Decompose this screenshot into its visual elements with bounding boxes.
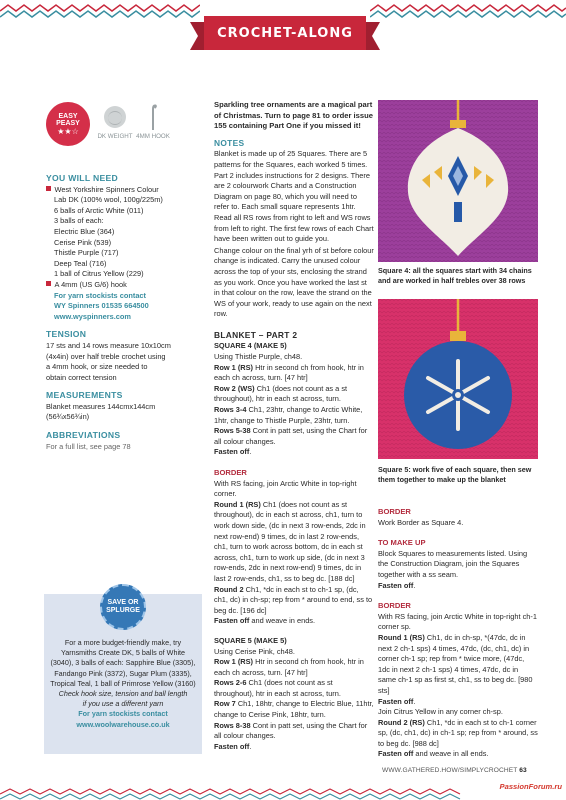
- blanket-border-heading: BORDER: [378, 601, 411, 611]
- photo-caption-square5: Square 5: work five of each square, then sew them together to make up the blanket: [378, 465, 532, 484]
- splurge-badge-line2: SPLURGE: [106, 607, 140, 614]
- round-text: Ch1, *dc in each st to ch-1 corner sp, (dc, ch1, dc) in ch-1 sp; rep from * around, ss to beg dc. [988 dc]: [378, 717, 538, 748]
- you-will-need-heading: YOU WILL NEED: [46, 173, 119, 183]
- round-label: Round 2: [214, 584, 244, 594]
- row-label: Row 1 (RS): [214, 657, 254, 667]
- intro-text: Sparkling tree ornaments are a magical part of Christmas. Turn to page 81 to order issue 155 containing Part One if you missed it!: [214, 100, 373, 131]
- splurge-note: if you use a different yarn: [82, 699, 164, 709]
- yarn-line-2: Lab DK (100% wool, 100g/225m): [54, 195, 163, 205]
- make-up-heading: TO MAKE UP: [378, 538, 426, 548]
- abbreviations-text: For a full list, see page 78: [46, 441, 131, 451]
- fasten-off-tail: and weave in all ends.: [413, 749, 489, 759]
- row-text: Ch1, 23htr, change to Arctic White, 1htr, change to Thistle Purple, 23htr, turn.: [214, 405, 363, 425]
- fasten-off-label: Fasten off: [378, 580, 414, 590]
- splurge-note: Check hook size, tension and ball length: [58, 689, 188, 699]
- row-text: Htr in second ch from hook, htr in each ch across, turn. [47 htr]: [214, 657, 364, 677]
- banner-title: CROCHET-ALONG: [204, 16, 366, 50]
- stockist-website-link[interactable]: www.wyspinners.com: [54, 311, 131, 321]
- fasten-off-tail: and weave in ends.: [249, 616, 316, 626]
- instruction-row: [214, 678, 374, 699]
- crochet-hook-icon: [149, 104, 157, 130]
- instruction-row: [214, 384, 374, 405]
- splurge-website-link[interactable]: www.woolwarehouse.co.uk: [76, 719, 170, 729]
- row-label: Row 1 (RS): [214, 362, 254, 372]
- stockists-line-2: WY Spinners 01535 664500: [54, 301, 149, 311]
- square4-using: Using Thistle Purple, ch48.: [214, 352, 303, 362]
- tension-heading: TENSION: [46, 329, 87, 340]
- measurements-heading: MEASUREMENTS: [46, 390, 123, 401]
- row-label: Rows 5-38: [214, 426, 251, 436]
- border-heading-square5: BORDER: [378, 507, 411, 516]
- tension-line: obtain correct tension: [46, 372, 117, 382]
- border-heading: BORDER: [214, 468, 247, 477]
- square4-ornament-photo: [378, 100, 538, 262]
- footer-site-link[interactable]: WWW.GATHERED.HOW/SIMPLYCROCHET: [382, 767, 518, 774]
- round-text: Ch1, *dc in each st to ch-1 sp, (dc, ch1, dc) in ch-sp; rep from * around to end, ss to beg dc. [196 dc]: [214, 584, 373, 615]
- notes-heading: NOTES: [214, 137, 245, 148]
- colour-item: Cerise Pink (539): [54, 237, 112, 247]
- row-text: Ch1 (does not count as a st throughout), htr in each st across, turn.: [214, 383, 348, 404]
- notes-text-2: Change colour on the final yrh of st before colour change is indicated. Carry the unused colour across the top of your sts, enclosing the strand as you work. Once you have worked the last st in that colour on the row, leave the strand on the WS of your work, ready to use again on the next row.: [214, 245, 374, 319]
- fasten-off-label: Fasten off: [378, 696, 414, 706]
- colour-item: 1 ball of Citrus Yellow (229): [54, 269, 144, 279]
- round-label: Round 1 (RS): [214, 499, 261, 509]
- splurge-badge-line1: SAVE OR: [107, 599, 139, 606]
- yarn-weight-label: DK WEIGHT: [97, 133, 133, 140]
- colour-item: Thistle Purple (717): [54, 248, 119, 258]
- row-label: Rows 2-6: [214, 678, 247, 688]
- star-rating-icon: ★★☆: [57, 126, 79, 136]
- instruction-round: [214, 585, 374, 617]
- instruction-row: [214, 721, 374, 742]
- row-label: Rows 3-4: [214, 405, 247, 415]
- row-text: Htr in second ch from hook, htr in each ch across, turn. [47 htr]: [214, 362, 364, 383]
- colour-item: Deep Teal (716): [54, 258, 107, 268]
- badge-line1: EASY: [58, 112, 78, 120]
- header-band: [0, 0, 566, 62]
- right-column: BORDER Work Border as Square 4. TO MAKE UP Block Squares to measurements listed. Using the Construction Diagram, join the Squares together with a ss seam. Fasten off. BORDER With RS facing, join Arctic White in top-right ch-1 corner sp. Round 1 (RS) Ch1, dc in ch-sp, *(47dc, dc in next 2 ch-1 sps) 4 times, 47dc, (dc, ch1, dc) in corner ch-1 sp; rep from * twice more, (47dc, 1dc in next 2 ch-1 sps) 4 times, 47dc, dc in same ch-1 sp as first st, ch1, ss to beg dc. [980 sts] Fasten off. Join Citrus Yellow in any corner ch-sp. Round 2 (RS) Ch1, *dc in each st to ch-1 corner sp, (dc, ch1, dc) in ch-1 sp; rep from * around, ss to beg dc. [988 dc] Fasten off and weave in all ends.: [378, 507, 538, 759]
- save-or-splurge-box: [44, 594, 202, 754]
- fasten-off-label: Fasten off: [214, 741, 250, 751]
- yarn-line-1: West Yorkshire Spinners Colour: [46, 185, 196, 196]
- measurement-line: Blanket measures 144cmx144cm: [46, 401, 156, 411]
- instruction-row: [214, 426, 374, 447]
- zigzag-border-bottom: [0, 788, 566, 800]
- border-intro: With RS facing, join Arctic White in top-right corner.: [214, 478, 357, 499]
- splurge-line: Yarnsmiths Create DK, 5 balls of White: [60, 648, 186, 658]
- fasten-off-label: Fasten off: [378, 749, 414, 759]
- section-banner: [190, 16, 380, 50]
- row-label: Rows 8-38: [214, 720, 251, 730]
- row-text: Ch1, 18htr, change to Electric Blue, 11htr, change to Cerise Pink, 18htr, turn.: [214, 699, 374, 720]
- tension-line: 17 sts and 14 rows measure 10x10cm: [46, 340, 171, 350]
- instruction-row: [214, 363, 374, 384]
- banner-ribbon-left: [190, 22, 204, 50]
- banner-ribbon-right: [366, 22, 380, 50]
- measurement-line: (56¾x56¾in): [46, 412, 90, 422]
- row-text: Cont in patt set, using the Chart for all colour changes.: [214, 720, 368, 741]
- blanket-border-intro: With RS facing, join Arctic White in top-right ch-1 corner sp.: [378, 611, 537, 632]
- save-or-splurge-badge: [100, 584, 146, 630]
- difficulty-badges: [46, 100, 196, 166]
- tension-line: (4x4in) over half treble crochet using: [46, 351, 166, 361]
- badge-line2: PEASY: [56, 119, 80, 127]
- instruction-row: [214, 405, 374, 426]
- page-number: 63: [519, 767, 527, 774]
- splurge-stockists: For yarn stockists contact: [78, 709, 168, 719]
- abbreviations-heading: ABBREVIATIONS: [46, 430, 121, 441]
- square5-ornament-photo: [378, 299, 538, 459]
- colour-item: Electric Blue (364): [54, 226, 115, 236]
- photo-caption-square4: Square 4: all the squares start with 34 chains and are worked in half trebles over 38 rows: [378, 266, 532, 285]
- easy-peasy-badge: [46, 102, 90, 146]
- splurge-text: [50, 638, 196, 730]
- instruction-round: [378, 633, 538, 697]
- instruction-round: [378, 718, 538, 750]
- part-heading: BLANKET – PART 2: [214, 329, 298, 340]
- splurge-line: For a more budget-friendly make, try: [64, 638, 182, 647]
- border-text: Work Border as Square 4.: [378, 517, 464, 527]
- instruction-row: [214, 699, 374, 720]
- yarn-line-4: 3 balls of each:: [54, 216, 104, 226]
- square4-heading: SQUARE 4 (MAKE 5): [214, 341, 287, 351]
- row-label: Row 2 (WS): [214, 383, 255, 393]
- watermark-text: PassionForum.ru: [499, 782, 562, 791]
- left-column: [46, 100, 196, 452]
- square5-heading: SQUARE 5 (MAKE 5): [214, 635, 287, 645]
- instruction-row: [214, 657, 374, 678]
- splurge-line: (3040), 3 balls of each: Sapphire Blue (3305),: [50, 658, 196, 668]
- middle-column: Sparkling tree ornaments are a magical part of Christmas. Turn to page 81 to order issue 155 containing Part One if you missed it! NOTES Blanket is made up of 25 Squares. There are 5 patterns for the Squares, each worked 5 times. Part 2 includes instructions for 2 designs. There are 2 colourwork Charts and a Construction Diagram on page 80, which you will need to refer to. Each small square represents 1htr. Read all RS rows from right to left and WS rows from left to right. The first few rows of each Chart have been written out to guide you. Change colour on the final yrh of st before colour change is indicated. Carry the unused colour across the top of your sts, enclosing the strand as you work. Once you have worked the last st in that colour on the row, leave the strand on the WS of your work, ready to use again on the next row. BLANKET – PART 2 SQUARE 4 (MAKE 5) Using Thistle Purple, ch48. Row 1 (RS) Htr in second ch from hook, htr in each ch across, turn. [47 htr] Row 2 (WS) Ch1 (does not count as a st throughout), htr in each st across, turn. Rows 3-4 Ch1, 23htr, change to Arctic White, 1htr, change to Thistle Purple, 23htr, turn. Rows 5-38 Cont in patt set, using the Chart for all colour changes. Fasten off. BORDER With RS facing, join Arctic White in top-right corner. Round 1 (RS) Ch1 (does not count as st throughout), dc in each st across, ch1, turn to work down side, (dc in next 3 row-ends, 2dc in next row-end) 9 times, dc in last 2 row-ends, ch1, turn to work across bottom, dc in each st across, ch1, turn to work up side, (dc in next 3 row-ends, 2dc in next row-end) 9 times, dc in last 2 row-ends, ch1, ss to beg dc. [188 dc] Round 2 Ch1, *dc in each st to ch-1 sp, (dc, ch1, dc) in ch-sp; rep from * around to end, ss to beg dc. [196 dc] Fasten off and weave in ends. SQUARE 5 (MAKE 5) Using Cerise Pink, ch48. Row 1 (RS) Htr in second ch from hook, htr in each ch across, turn. [47 htr] Rows 2-6 Ch1 (does not count as st throughout), htr in each st across, turn. Row 7 Ch1, 18htr, change to Electric Blue, 11htr, change to Cerise Pink, 18htr, turn. Rows 8-38 Cont in patt set, using the Chart for all colour changes. Fasten off.: [214, 100, 374, 751]
- fasten-off-label: Fasten off: [214, 616, 250, 626]
- notes-text: Blanket is made up of 25 Squares. There are 5 patterns for the Squares, each worked 5 times. Part 2 includes instructions for 2 designs. There are 2 colourwork Charts and a Construction Diagram on page 80, which you will need to refer to. Each small square represents 1htr. Read all RS rows from right to left and WS rows from left to right. The first few rows of each Chart have been written out to guide you.: [214, 149, 374, 244]
- zigzag-border-left: [0, 4, 200, 18]
- instruction-round: [214, 500, 374, 585]
- square5-using: Using Cerise Pink, ch48.: [214, 646, 295, 656]
- row-text: Cont in patt set, using the Chart for all colour changes.: [214, 426, 368, 446]
- hook-size-label: 4MM HOOK: [136, 133, 170, 140]
- page-footer: [382, 767, 527, 774]
- join-text: Join Citrus Yellow in any corner ch-sp.: [378, 707, 503, 717]
- tension-line: a 4mm hook, or size needed to: [46, 362, 148, 372]
- splurge-line: Tropical Teal, 1 ball of Primrose Yellow (3160): [50, 678, 196, 688]
- yarn-ball-icon: [104, 106, 126, 128]
- round-label: Round 2 (RS): [378, 717, 425, 727]
- stockists-line-1: For yarn stockists contact: [54, 290, 147, 300]
- row-text: Ch1 (does not count as st throughout), htr in each st across, turn.: [214, 678, 341, 698]
- row-label: Row 7: [214, 699, 236, 709]
- yarn-line-3: 6 balls of Arctic White (011): [54, 205, 144, 215]
- hook-item: A 4mm (US G/6) hook: [46, 280, 196, 291]
- make-up-text: Block Squares to measurements listed. Using the Construction Diagram, join the Squares together with a ss seam.: [378, 548, 528, 579]
- round-text: Ch1 (does not count as st throughout), dc in each st across, ch1, turn to work down side, (dc in next 3 row-ends, 2dc in next row-end) 9 times, dc in last 2 row-ends, ch1, turn to work across bottom, dc in each st across, ch1, turn to work up side, (dc in next 3 row-ends, 2dc in next row-end) 9 times, dc in last 2 row-ends, ch1, ss to beg dc. [188 dc]: [214, 499, 366, 583]
- fasten-off-label: Fasten off: [214, 447, 250, 457]
- round-label: Round 1 (RS): [378, 632, 425, 642]
- zigzag-border-right: [370, 4, 566, 18]
- round-text: Ch1, dc in ch-sp, *(47dc, dc in next 2 ch-1 sps) 4 times, 47dc, (dc, ch1, dc) in corner ch-1 sp; rep from * twice more, (47dc, 1dc in next 2 ch-1 sps) 4 times, 47dc, dc in same ch-1 sp as first st, ch1, ss to beg dc. [980 sts]: [378, 632, 533, 695]
- splurge-line: Fandango Pink (3372), Sugar Plum (3335),: [54, 668, 192, 678]
